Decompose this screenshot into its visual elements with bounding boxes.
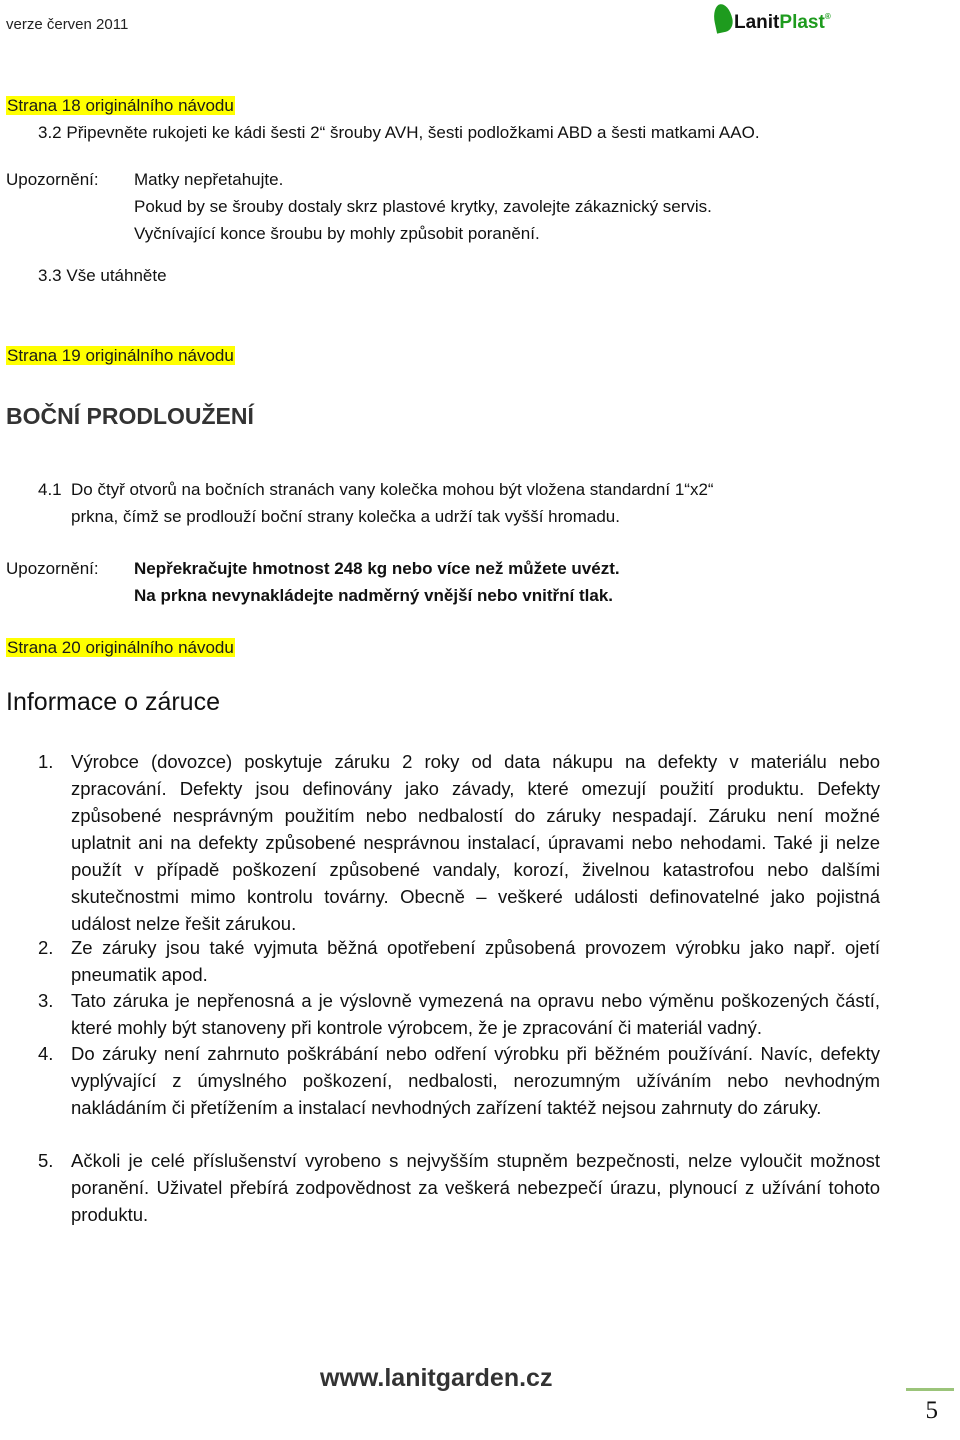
step-3-2: 3.2 Připevněte rukojeti ke kádi šesti 2“ šrouby AVH, šesti podložkami ABD a šesti matkami AAO. [38,123,760,142]
warranty-item-3 [6,987,880,1047]
item-text: Ze záruky jsou také vyjmuta běžná opotřebení způsobená provozem výrobku jako např. ojetí pneumatik apod. [71,937,880,985]
warranty-item-1 [6,748,880,948]
warranty-item-2 [6,934,880,994]
warranty-item-4 [6,1040,880,1150]
step-text-line: Do čtyř otvorů na bočních stranách vany kolečka mohou být vložena standardní 1“x2“ [71,480,714,499]
warning-block [134,166,878,247]
warning-line: Vyčnívající konce šroubu by mohly způsobit poranění. [134,224,540,243]
step-text-line: prkna, čímž se prodlouží boční strany kolečka a udrží tak vyšší hromadu. [71,507,620,526]
item-number: 2. [38,937,54,958]
item-text: Do záruky není zahrnuto poškrábání nebo odření výrobku při běžném používání. Navíc, defekty vyplývající z úmyslného poškození, nedbalosti, nerozumným užíváním nebo nevhodným nakládáním či přetížením a instalací nevhodných zařízení taktéž nejsou zahrnuty do záruky. [71,1043,880,1118]
step-3-3: 3.3 Vše utáhněte [38,266,167,285]
step-4-1 [38,476,880,530]
warning-line: Na prkna nevynakládejte nadměrný vnější nebo vnitřní tlak. [134,586,613,605]
leaf-icon [711,2,734,33]
item-number: 3. [38,990,54,1011]
document-version: verze červen 2011 [6,16,129,33]
item-number: 4. [38,1043,54,1064]
section-heading: Informace o záruce [6,688,220,716]
warning-line: Matky nepřetahujte. [134,170,284,189]
warranty-item-5 [6,1147,880,1227]
item-text: Výrobce (dovozce) poskytuje záruku 2 roky od data nákupu na defekty v materiálu nebo zpracování. Defekty jsou definovány jako závady, které omezují použití produktu. Defekty způsobené nesprávným použitím nebo nedbalostí do záruky nespadají. Záruku není možné uplatnit ani na defekty způsobené nesprávnou instalací, úpravami nebo nehodami. Také ji nelze použít v případě poškození způsobené vandaly, korozí, živelnou katastrofou nebo dalšími skutečnostmi mimo kontrolu továrny. Obecně – veškeré události definovatelné jako pojistná událost nelze řešit zárukou. [71,751,880,934]
warning-block [134,555,878,609]
item-number: 5. [38,1150,54,1171]
item-text: Ačkoli je celé příslušenství vyrobeno s nejvyšším stupněm bezpečnosti, nelze vyloučit možnost poranění. Uživatel přebírá zodpovědnost za veškerá nebezpečí úrazu, plynoucí z užívání tohoto produktu. [71,1150,880,1225]
logo-registered-mark: ® [824,12,831,21]
warning-line: Nepřekračujte hmotnost 248 kg nebo více než můžete uvézt. [134,559,620,578]
page-reference-19: Strana 19 originálního návodu [7,346,234,365]
logo-text-main: Lanit [734,12,780,33]
item-number: 1. [38,751,54,772]
logo-text-accent: Plast [779,12,825,33]
page-reference-20: Strana 20 originálního návodu [7,638,234,657]
warning-label: Upozornění: [6,559,99,578]
section-heading: BOČNÍ PRODLOUŽENÍ [6,403,254,429]
warning-line: Pokud by se šrouby dostaly skrz plastové krytky, zavolejte zákaznický servis. [134,197,712,216]
item-text: Tato záruka je nepřenosná a je výslovně vymezená na opravu nebo výměnu poškozených částí, které mohly být stanoveny při kontrole výrobcem, že je zpracování či materiál vadný. [71,990,880,1038]
page-reference-18: Strana 18 originálního návodu [7,96,234,115]
warning-label: Upozornění: [6,170,99,189]
step-number: 4.1 [38,480,62,499]
page-number: 5 [925,1397,938,1424]
website-link[interactable]: www.lanitgarden.cz [320,1364,553,1392]
lanitplast-logo [712,2,832,40]
page-number-box [906,1388,954,1437]
